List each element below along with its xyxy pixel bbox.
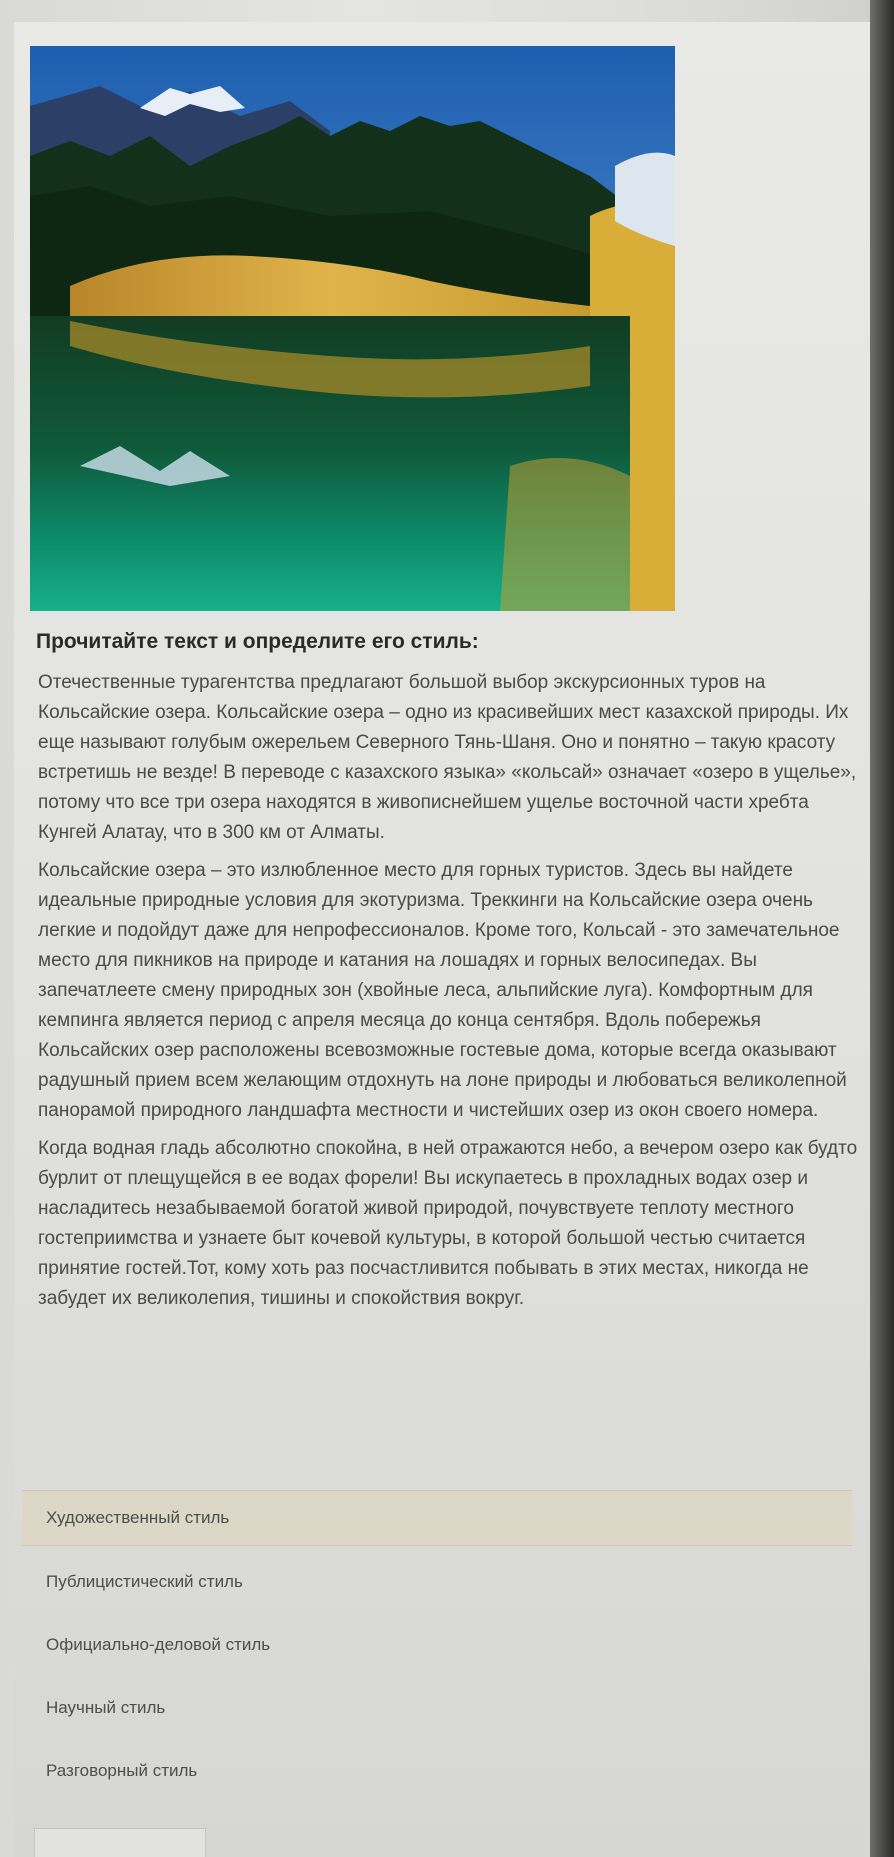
passage-paragraph: Отечественные турагентства предлагают большой выбор экскурсионных туров на Кольсайские озера. Кольсайские озера – одно из красивейших мест казахской природы. Их еще называют голубым ожерельем Северного Тянь-Шаня. Оно и понятно – такую красоту встретишь не везде! В переводе с казахского языка» «кольсай» означает «озеро в ущелье», потому что все три озера находятся в живописнейшем ущелье восточной части хребта Кунгей Алатау, что в 300 км от Алматы. bbox=[38, 672, 857, 843]
answer-option-journalistic[interactable]: Публицистический стиль bbox=[46, 1572, 243, 1591]
lake-photo bbox=[30, 46, 675, 611]
answer-option-official[interactable]: Официально-деловой стиль bbox=[46, 1635, 271, 1654]
navigation-button[interactable] bbox=[34, 1828, 206, 1857]
answer-options bbox=[22, 1490, 852, 1807]
answer-option-scientific[interactable]: Научный стиль bbox=[46, 1698, 166, 1717]
answer-option-colloquial[interactable]: Разговорный стиль bbox=[46, 1761, 198, 1780]
passage-paragraph: Кольсайские озера – это излюбленное место для горных туристов. Здесь вы найдете идеальные природные условия для экотуризма. Треккинги на Кольсайские озера очень легкие и подойдут даже для непрофессионалов. Кроме того, Кольсай - это замечательное место для пикников на природе и катания на лошадях и горных велосипедах. Вы запечатлеете смену природных зон (хвойные леса, альпийские луга). Комфортным для кемпинга является период с апреля месяца до конца сентября. Вдоль побережья Кольсайских озер расположены всевозможные гостевые дома, которые всегда оказывают радушный прием всем желающим отдохнуть на лоне природы и любоваться великолепной панорамой природного ландшафта местности и чистейших озер из окон своего номера. bbox=[38, 860, 847, 1121]
screen-edge bbox=[870, 0, 894, 1857]
passage-paragraph: Когда водная гладь абсолютно спокойна, в ней отражаются небо, а вечером озеро как будто бурлит от плещущейся в ее водах форели! Вы искупаетесь в прохладных водах озер и насладитесь незабываемой богатой живой природой, почувствуете теплоту местного гостеприимства и узнаете быт кочевой культуры, в которой большой честью считается принятие гостей.Тот, кому хоть раз посчастливится побывать в этих местах, никогда не забудет их великолепия, тишины и спокойствия вокруг. bbox=[38, 1138, 858, 1309]
answer-option-artistic[interactable]: Художественный стиль bbox=[22, 1490, 852, 1546]
question-prompt: Прочитайте текст и определите его стиль: bbox=[36, 630, 479, 653]
passage-text bbox=[38, 668, 866, 1322]
